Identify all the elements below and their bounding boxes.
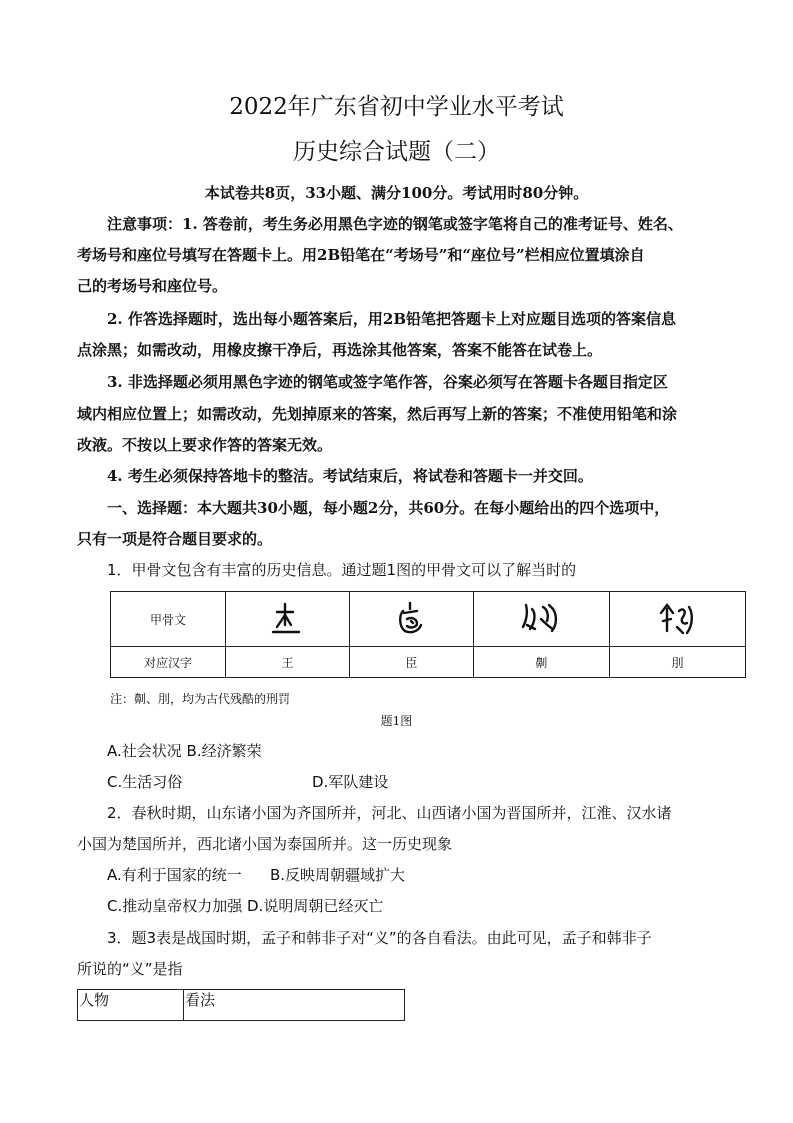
notes-line-4: 2. 作答选择题时，选出每小题答案后，用2B铅笔把答题卡上对应题目选项的答案信息 (107, 310, 677, 328)
character-cell: 刖 (609, 647, 745, 678)
exam-subtitle: 历史综合试题（二） (293, 139, 500, 165)
question-1-stem: 1．甲骨文包含有丰富的历史信息。通过题1图的甲骨文可以了解当时的 (107, 561, 577, 579)
character-cell: 王 (226, 647, 350, 678)
question-3-stem-line-2: 所说的“义”是指 (77, 960, 183, 978)
notes-line-9: 4. 考生必须保持答地卡的整洁。考试结束后，将试卷和答题卡一并交回。 (107, 467, 593, 485)
question-2-stem-line-1: 2．春秋时期，山东诸小国为齐国所并，河北、山西诸小国为晋国所并，江淮、汉水诸 (107, 804, 672, 822)
notes-line-8: 改液。不按以上要求作答的答案无效。 (77, 436, 333, 454)
oracle-yi-icon (473, 592, 609, 647)
section-heading-line-2: 只有一项是符合题目要求的。 (77, 530, 273, 548)
table-header-view: 看法 (184, 990, 405, 1021)
oracle-bone-table (110, 591, 746, 678)
question-2-stem-line-2: 小国为楚国所并，西北诸小国为泰国所并。这一历史现象 (77, 835, 453, 853)
question-1-option-d: D.军队建设 (312, 773, 389, 791)
question-2-options-cd: C.推动皇帝权力加强 D.说明周朝已经灭亡 (107, 897, 384, 915)
question-3-stem-line-1: 3．题3表是战国时期，孟子和韩非子对“义”的各自看法。由此可见，孟子和韩非子 (107, 929, 652, 947)
table-header-oracle: 甲骨文 (111, 592, 226, 647)
notes-line-7: 域内相应位置上；如需改动，先划掉原来的答案，然后再写上新的答案；不准使用铅笔和涂 (77, 405, 678, 423)
table-row-oracle (111, 592, 746, 647)
character-cell: 劓 (473, 647, 609, 678)
notes-line-1: 注意事项：1. 答卷前，考生务必用黑色字迹的钢笔或签字笔将自己的准考证号、姓名、 (107, 215, 683, 233)
exam-info: 本试卷共8页，33小题、满分100分。考试用时80分钟。 (204, 184, 589, 202)
table-header-characters: 对应汉字 (111, 647, 226, 678)
character-cell: 臣 (349, 647, 473, 678)
question-1-note: 注：劓、刖，均为古代残酷的刑罚 (110, 692, 291, 706)
question-3-table (77, 989, 405, 1021)
notes-line-2: 考场号和座位号填写在答题卡上。用2B铅笔在“考场号”和“座位号”栏相应位置填涂自 (77, 246, 645, 264)
question-1-caption: 题1图 (380, 714, 413, 728)
table-row (78, 990, 405, 1021)
question-2-option-b: B.反映周朝疆域扩大 (270, 866, 406, 884)
oracle-wang-icon (226, 592, 350, 647)
question-1-options-ab: A.社会状况 B.经济繁荣 (107, 742, 262, 760)
oracle-chen-icon (349, 592, 473, 647)
question-1-option-c: C.生活习俗 (107, 773, 183, 791)
notes-line-3: 己的考场号和座位号。 (77, 277, 228, 295)
notes-line-6: 3. 非选择题必须用黑色字迹的钢笔或签字笔作答，谷案必须写在答题卡各题目指定区 (107, 373, 668, 391)
exam-title: 2022年广东省初中学业水平考试 (229, 94, 564, 120)
oracle-yue-icon (609, 592, 745, 647)
section-heading-line-1: 一、选择题：本大题共30小题，每小题2分，共60分。在每小题给出的四个选项中， (107, 499, 670, 517)
question-2-option-a: A.有利于国家的统一 (107, 866, 242, 884)
notes-line-5: 点涂黑；如需改动，用橡皮擦干净后，再选涂其他答案，答案不能答在试卷上。 (77, 341, 603, 359)
table-row-characters (111, 647, 746, 678)
table-header-person: 人物 (78, 990, 184, 1021)
